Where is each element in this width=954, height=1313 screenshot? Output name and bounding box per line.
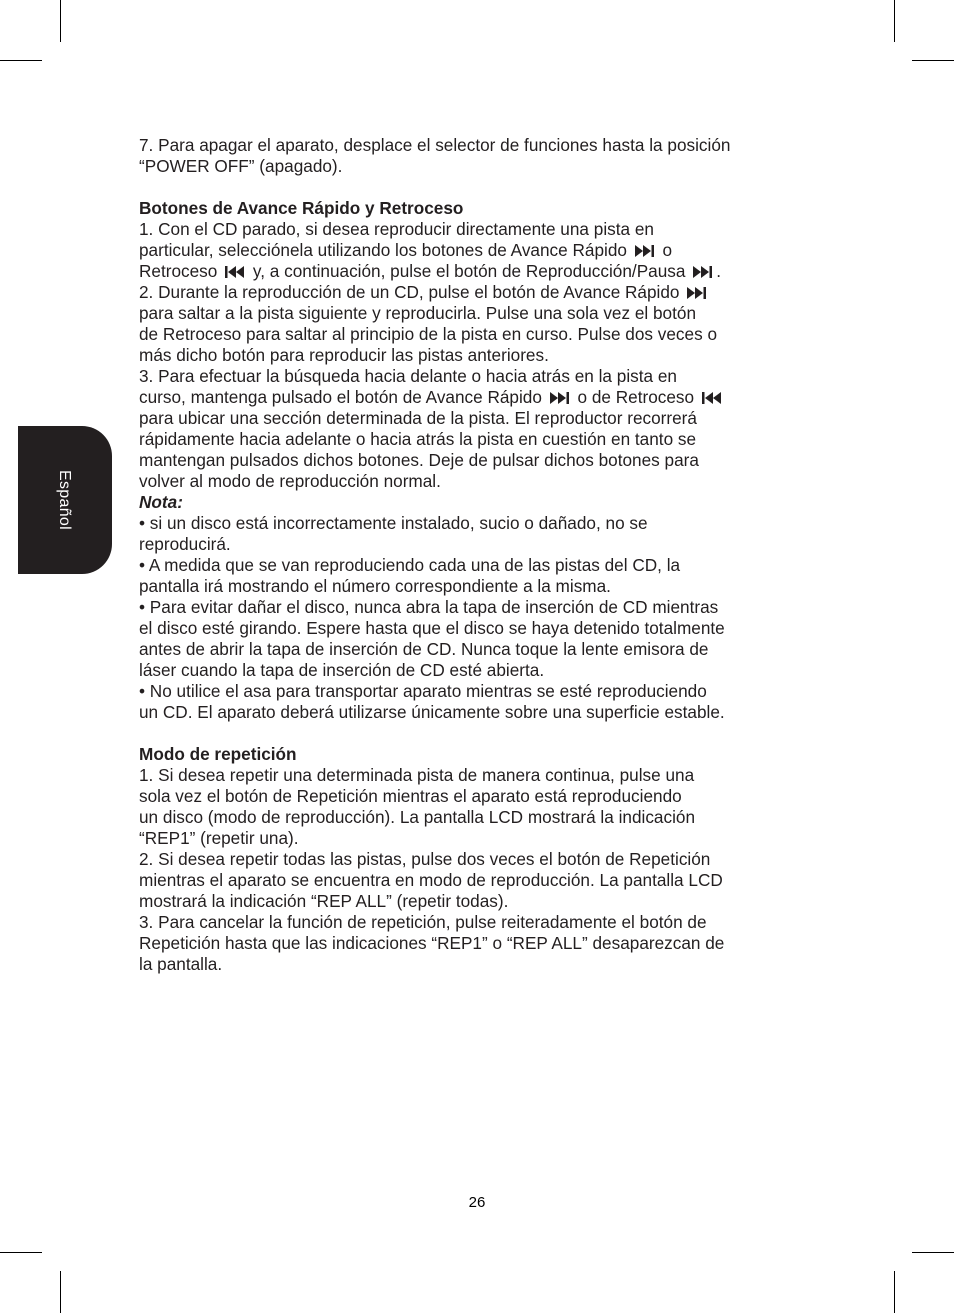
skip-backward-icon bbox=[701, 391, 723, 405]
text-fragment: particular, selecciónela utilizando los botones de Avance Rápido bbox=[139, 240, 627, 260]
skip-forward-icon bbox=[549, 391, 571, 405]
paragraph-line bbox=[139, 282, 829, 303]
paragraph-line: para ubicar una sección determinada de la pista. El reproductor recorrerá bbox=[139, 408, 697, 428]
language-tab-label: Español bbox=[56, 470, 73, 530]
text-fragment: y, a continuación, pulse el botón de Reproducción/Pausa bbox=[252, 261, 686, 281]
text-fragment: curso, mantenga pulsado el botón de Avance Rápido bbox=[139, 387, 542, 407]
skip-forward-icon bbox=[686, 286, 708, 300]
note-line: pantalla irá mostrando el número correspondiente a la misma. bbox=[139, 576, 611, 596]
note-line: • si un disco está incorrectamente instalado, sucio o dañado, no se bbox=[139, 513, 648, 533]
play-pause-icon bbox=[692, 265, 714, 279]
crop-mark bbox=[0, 60, 42, 61]
note-line: • No utilice el asa para transportar aparato mientras se esté reproduciendo bbox=[139, 681, 707, 701]
paragraph-line bbox=[139, 387, 829, 408]
note-line: el disco esté girando. Espere hasta que el disco se haya detenido totalmente bbox=[139, 618, 725, 638]
crop-mark bbox=[60, 1271, 61, 1313]
note-label: Nota: bbox=[139, 492, 183, 512]
paragraph-line: “REP1” (repetir una). bbox=[139, 828, 299, 848]
page-body bbox=[139, 135, 829, 975]
crop-mark bbox=[912, 60, 954, 61]
paragraph-line: 2. Si desea repetir todas las pistas, pulse dos veces el botón de Repetición bbox=[139, 849, 711, 869]
paragraph-line: más dicho botón para reproducir las pistas anteriores. bbox=[139, 345, 549, 365]
paragraph-line: “POWER OFF” (apagado). bbox=[139, 156, 343, 176]
paragraph-line: volver al modo de reproducción normal. bbox=[139, 471, 441, 491]
paragraph-line bbox=[139, 261, 829, 282]
paragraph-line: rápidamente hacia adelante o hacia atrás la pista en cuestión en tanto se bbox=[139, 429, 697, 449]
paragraph-line: 3. Para efectuar la búsqueda hacia delante o hacia atrás en la pista en bbox=[139, 366, 677, 386]
text-fragment: 2. Durante la reproducción de un CD, pulse el botón de Avance Rápido bbox=[139, 282, 680, 302]
paragraph-line bbox=[139, 240, 829, 261]
paragraph-line: de Retroceso para saltar al principio de la pista en curso. Pulse dos veces o bbox=[139, 324, 718, 344]
crop-mark bbox=[0, 1252, 42, 1253]
spacer bbox=[139, 177, 829, 198]
crop-mark bbox=[894, 0, 895, 42]
text-fragment: o de Retroceso bbox=[577, 387, 695, 407]
paragraph-line: 7. Para apagar el aparato, desplace el selector de funciones hasta la posición bbox=[139, 135, 731, 155]
skip-backward-icon bbox=[224, 265, 246, 279]
skip-forward-icon bbox=[634, 244, 656, 258]
note-line: láser cuando la tapa de inserción de CD esté abierta. bbox=[139, 660, 545, 680]
paragraph-line: la pantalla. bbox=[139, 954, 223, 974]
paragraph-line: sola vez el botón de Repetición mientras el aparato está reproduciendo bbox=[139, 786, 682, 806]
paragraph-line: un disco (modo de reproducción). La pantalla LCD mostrará la indicación bbox=[139, 807, 696, 827]
paragraph-line: Repetición hasta que las indicaciones “REP1” o “REP ALL” desaparezcan de bbox=[139, 933, 725, 953]
note-line: antes de abrir la tapa de inserción de CD. Nunca toque la lente emisora de bbox=[139, 639, 709, 659]
text-fragment: Retroceso bbox=[139, 261, 218, 281]
note-line: reproducirá. bbox=[139, 534, 231, 554]
note-line: • A medida que se van reproduciendo cada una de las pistas del CD, la bbox=[139, 555, 681, 575]
paragraph-line: mantengan pulsados dichos botones. Deje de pulsar dichos botones para bbox=[139, 450, 699, 470]
text-fragment: . bbox=[716, 261, 721, 281]
paragraph-line: mostrará la indicación “REP ALL” (repetir todas). bbox=[139, 891, 509, 911]
paragraph-line: 1. Si desea repetir una determinada pista de manera continua, pulse una bbox=[139, 765, 695, 785]
section-heading-repeat: Modo de repetición bbox=[139, 744, 297, 764]
paragraph-line: 3. Para cancelar la función de repetición, pulse reiteradamente el botón de bbox=[139, 912, 707, 932]
spacer bbox=[139, 723, 829, 744]
crop-mark bbox=[912, 1252, 954, 1253]
paragraph-line: 1. Con el CD parado, si desea reproducir directamente una pista en bbox=[139, 219, 654, 239]
page-number: 26 bbox=[468, 1194, 486, 1211]
crop-mark bbox=[60, 0, 61, 42]
note-line: • Para evitar dañar el disco, nunca abra la tapa de inserción de CD mientras bbox=[139, 597, 719, 617]
section-heading-ff: Botones de Avance Rápido y Retroceso bbox=[139, 198, 464, 218]
note-line: un CD. El aparato deberá utilizarse únicamente sobre una superficie estable. bbox=[139, 702, 725, 722]
paragraph-line: para saltar a la pista siguiente y reproducirla. Pulse una sola vez el botón bbox=[139, 303, 697, 323]
text-fragment: o bbox=[662, 240, 673, 260]
crop-mark bbox=[894, 1271, 895, 1313]
paragraph-line: mientras el aparato se encuentra en modo de reproducción. La pantalla LCD bbox=[139, 870, 723, 890]
